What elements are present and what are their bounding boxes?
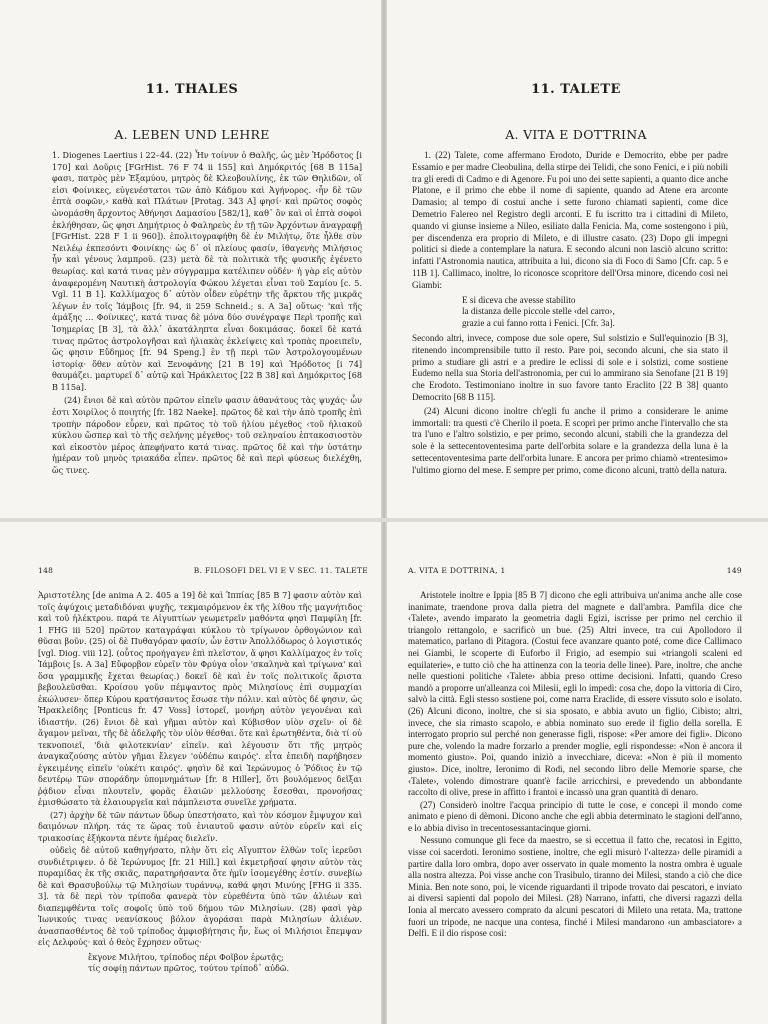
- text-block: [408, 590, 742, 941]
- right-bottom-content: [384, 0, 768, 1024]
- verse-line: la distanza delle piccole stelle ‹del carro›,: [462, 306, 615, 317]
- paragraph: (24) ἔνιοι δὲ καὶ αὐτὸν πρῶτον εἰπεῖν φασιν ἀθανάτους τὰς ψυχάς· ὧν ἐστι Χοιρίλος ὁ ποιητής [fr. 182 Naeke]. πρῶτος δὲ καὶ τὴν ἀπὸ τροπῆς ἐπὶ τροπὴν πάροδον εὗρεν, καὶ πρῶτος τὸ τοῦ ἡλίου μέγεθος ‹τοῦ ἡλιακοῦ κύκλου ὥσπερ καὶ τὸ τῆς σελήνης μέγεθος› τοῦ σεληναίου ἑπτακοσιοστὸν καὶ εἰκοστὸν μέρος ἀπεφήνατο κατά τινας. πρῶτος δὲ καὶ τὴν ὑστάτην ἡμέραν τοῦ μηνὸς τριακάδα εἶπεν. πρῶτος δὲ καὶ περὶ φύσεως διελέχθη, ὥς τινες.: [52, 395, 362, 476]
- paragraph: οὐδεὶς δὲ αὐτοῦ καθηγήσατο, πλὴν ὅτι εἰς Αἴγυπτον ἐλθὼν τοῖς ἱερεῦσι συνδιέτριψεν. ὁ δὲ Ἱερώνυμος [fr. 21 Hill.] καὶ ἐκμετρῆσαί φησιν αὐτὸν τὰς πυραμίδας ἐκ τῆς σκιᾶς, παρατηρήσαντα ὅτε ἡμῖν ἰσομεγέθης ἐστίν. συνεβίω δὲ καὶ Θρασυβούλῳ τῷ Μιλησίων τυράννῳ, καθά φησι Μινύης [FHG ii 335. 3]. τὰ δὲ περὶ τὸν τρίποδα φανερὰ τὸν εὑρεθέντα ὑπὸ τῶν ἁλιέων καὶ διαπεμφθέντα τοῖς σοφοῖς ὑπὸ τοῦ δήμου τῶν Μιλησίων. (28) φασὶ γὰρ Ἰωνικούς τινας νεανίσκους βόλον ἀγοράσαι παρὰ Μιλησίων ἁλιέων. ἀνασπασθέντος δὲ τοῦ τρίποδος ἀμφισβήτησις ἦν, ἕως οἱ Μιλήσιοι ἔπεμψαν εἰς Δελφούς· καὶ ὁ θεὸς ἔχρησεν οὕτως·: [38, 845, 362, 947]
- chapter-title: 11. TALETE: [531, 82, 621, 97]
- page-number: 148: [38, 566, 54, 575]
- paragraph: (27) Considerò inoltre l'acqua principio di tutte le cose, e concepì il mondo come animato e pieno di dèmoni. Dicono anche che egli abbia determinato le stagioni dell'anno, e lo abbia diviso in trecentosessantacinque giorni.: [408, 799, 742, 833]
- verse-quote: [88, 952, 362, 975]
- verse-line: E si diceva che avesse stabilito: [462, 294, 576, 305]
- paragraph: (24) Alcuni dicono inoltre ch'egli fu anche il primo a considerare le anime immortali: tra questi c'è Cherilo il poeta. E scoprì per primo anche l'intervallo che sta tra l'uno e l'altro solstizio, e per primo, secondo alcuni, stabilì che la grandezza del sole è la settecentoventesima parte dell'orbita solare e la grandezza della luna è la settecentoventesima parte dell'orbita lunare. E ancora per primo chiamò «trentesimo» l'ultimo giorno del mese. E sempre per primo, come dicono alcuni, trattò della natura.: [412, 405, 728, 475]
- chapter-title: 11. THALES: [145, 82, 239, 97]
- running-title: A. VITA E DOTTRINA, 1: [408, 566, 506, 575]
- running-title: B. FILOSOFI DEL VI E V SEC. 11. TALETE: [193, 566, 368, 575]
- verse-line: ἔκγονε Μιλήτου, τρίποδος πέρι Φοῖβον ἐρωτᾷς;: [88, 951, 284, 962]
- paragraph: Nessuno comunque gli fece da maestro, se si eccettua il fatto che, recatosi in Egitto, visse coi sacerdoti. Ieronimo sostiene, inoltre, che egli misurò l'‹altezza› delle piramidi a partire dalla loro ombra, dopo aver osservato in quale momento la nostra ombra è uguale alla nostra altezza. Poi visse anche con Trasibulo, tiranno dei Milesi, stando a ciò che dice Minia. Ben note sono, poi, le vicende riguardanti il tripode trovato dai pescatori, e inviato ai diversi sapienti dal popolo dei Milesi. (28) Narrano, infatti, che diversi ragazzi della Ionia al mercato avessero comprato da alcuni pescatori di Mileto una retata. Ma, trattone fuori un tripode, ne nacque una contesa, finché i Milesi mandarono ‹un ambasciatore› a Delfi. E il dio rispose così:: [408, 835, 742, 939]
- verse-line: τίς σοφίῃ πάντων πρῶτος, τούτου τρίποδ᾽ αὐδῶ.: [88, 963, 290, 973]
- running-header: [408, 566, 742, 575]
- paragraph: 1. (22) Talete, come affermano Erodoto, Duride e Democrito, ebbe per padre Essamio e per madre Cleobulina, della stirpe dei Telidi, che sono Fenici, e i più nobili tra gli eredi di Cadmo e di Agenore. Fu poi uno dei sette sapienti, a quanto dice anche Platone, e il primo che ebbe il nome di sapiente, quando ad Atene era arconte Damasio; al tempo di costui anche i sette furono chiamati sapienti, come dice Demetrio Falereo nel Registro degli arconti. E fu iscritto tra i cittadini di Mileto, quando vi giunse insieme a Nileo, esiliato dalla Fenicia. Ma, come sostengono i più, per discendenza era proprio di Mileto, e di illustre casato. (23) Dopo gli impegni politici si diede a contemplare la natura. E secondo alcuni non lasciò alcuno scritto: infatti l'Astronomia nautica, attribuita a lui, dicono sia di Foco di Samo [Cfr. cap. 5 e 11B 1]. Callimaco, inoltre, lo riconosce scopritore dell'Orsa minore, dicendo così nei Giambi:: [412, 150, 728, 290]
- paragraph: (27) ἀρχὴν δὲ τῶν πάντων ὕδωρ ὑπεστήσατο, καὶ τὸν κόσμον ἔμψυχον καὶ δαιμόνων πλήρη. τάς τε ὥρας τοῦ ἐνιαυτοῦ φασιν αὐτὸν εὑρεῖν καὶ εἰς τριακοσίας ἑξήκοντα πέντε ἡμέρας διελεῖν.: [38, 809, 362, 843]
- paragraph: Aristotele inoltre e Ippia [85 B 7] dicono che egli attribuiva un'anima anche alle cose inanimate, traendone prova dalla pietra del magnete e dall'ambra. Pamfila dice che ‹Talete›, avendo imparato la geometria dagli Egizi, iscrisse per primo nel cerchio il triangolo rettangolo, e sacrificò un bue. (25) Altri invece, tra cui Apollodoro il matematico, parlano di Pitagora. (Costui fece avanzare quanto poté, come dice Callimaco nei Giambi, le scoperte di Euforbo il Frigio, ad esempio sui «triangoli scaleni ed equilaterie», e tutto ciò che ha attinenza con la teoria delle linee). Pare, inoltre, che anche nelle questioni politiche ‹Talete› abbia preso ottime decisioni. Infatti, quando Creso mandò a proporre un'alleanza coi Milesii, egli lo impedì: cosa che, dopo la vittoria di Ciro, salvò la città. Egli stesso sostiene poi, come narra Eraclide, di essere vissuto solo e isolato. (26) Alcuni dicono, inoltre, che si sia sposato, e abbia avuto un figlio, Cibisto; altri, invece, che sia rimasto scapolo, e abbia nominato suo erede il figlio della sorella. E interrogato proprio sul perché non generasse figli, rispose: «Per amore dei figli». Dicono pure che, volendo la madre forzarlo a prender moglie, egli rispondesse: «Non è ancora il momento giusto». Poi, quando iniziò a invecchiare, diceva: «Non è più il momento giusto». Dice, inoltre, Ieronimo di Rodi, nel secondo libro delle Memorie sparse, che ‹Talete›, volendo dimostrare quant'è facile arricchirsi, e prevedendo un abbondante raccolto di olive, prese in affitto i frantoi e incassò una gran quantità di denaro.: [408, 590, 742, 798]
- page-number: 149: [726, 566, 742, 575]
- running-header: [38, 566, 368, 575]
- paragraph: 1. Diogenes Laertius i 22–44. (22) Ἦν τοίνυν ὁ Θαλῆς, ὡς μὲν Ἡρόδοτος [i 170] καὶ Δοῦρις [FGrHist. 76 F 74 ii 155] καὶ Δημόκριτός [68 B 115a] φασι, πατρὸς μὲν Ἐξαμύου, μητρὸς δὲ Κλεοβουλίνης, ἐκ τῶν Θηλιδῶν, οἵ εἰσι Φοίνικες, εὐγενέστατοι τῶν ἀπὸ Κάδμου καὶ Ἀγήνορος. ‹ἦν δὲ τῶν ἑπτὰ σοφῶν,› καθὰ καὶ Πλάτων [Protag. 343 A] φησί· καὶ πρῶτος σοφὸς ὠνομάσθη ἄρχοντος Ἀθήνησι Δαμασίου [582/1], καθ᾽ ὃν καὶ οἱ ἑπτὰ σοφοὶ ἐκλήθησαν, ὥς φησι Δημήτριος ὁ Φαληρεὺς ἐν τῇ τῶν Ἀρχόντων ἀναγραφῇ [FGrHist. 228 F 1 ii 960]). ἐπολιτογραφήθη δὲ ἐν Μιλήτῳ, ὅτε ἦλθε σὺν Νειλέῳ ἐκπεσόντι Φοινίκης· ὡς δ᾽ οἱ πλείους φασίν, ἰθαγενὴς Μιλήσιος ἦν καὶ γένους λαμπροῦ. (23) μετὰ δὲ τὰ πολιτικὰ τῆς φυσικῆς ἐγένετο θεωρίας. καὶ κατά τινας μὲν σύγγραμμα κατέλιπεν οὐδέν· ἡ γὰρ εἰς αὐτὸν ἀναφερομένη Ναυτικὴ ἀστρολογία Φώκου λέγεται εἶναι τοῦ Σαμίου [c. 5. Vgl. 11 B 1]. Καλλίμαχος δ᾽ αὐτὸν οἶδεν εὑρέτην τῆς ἄρκτου τῆς μικρᾶς λέγων ἐν τοῖς Ἰάμβοις [fr. 94, ii 259 Schneid.; s. A 3a] οὕτως· 'καὶ τῆς ἁμάξης … Φοίνικες', κατά τινας δὲ μόνα δύο συνέγραψε Περὶ τροπῆς καὶ Ἰσημερίας [B 3], τὰ ἄλλ᾽ ἀκατάληπτα εἶναι δοκιμάσας. δοκεῖ δὲ κατά τινας πρῶτος ἀστρολογῆσαι καὶ ἡλιακὰς ἐκλείψεις καὶ τροπὰς προειπεῖν, ὥς φησιν Εὔδημος [fr. 94 Speng.] ἐν τῇ περὶ τῶν Ἀστρολογουμένων ἱστορίᾳ· ὅθεν αὐτὸν καὶ Ξενοφάνης [21 B 19] καὶ Ἡρόδοτος [i 74] θαυμάζει. μαρτυρεῖ δ᾽ αὐτῷ καὶ Ἡράκλειτος [22 B 38] καὶ Δημόκριτος [68 B 115a].: [52, 150, 362, 392]
- verse-line: grazie a cui fanno rotta i Fenici. [Cfr. 3a].: [462, 318, 615, 329]
- paragraph: Ἀριστοτέλης [de anima A 2. 405 a 19] δὲ καὶ Ἱππίας [85 B 7] φασιν αὐτὸν καὶ τοῖς ἀψύχοις μεταδιδόναι ψυχῆς, τεκμαιρόμενον ἐκ τῆς λίθου τῆς μαγνήτιδος καὶ τοῦ ἠλέκτρου. παρά τε Αἰγυπτίων γεωμετρεῖν μαθόντα φησὶ Παμφίλη [fr. 1 FHG iii 520] πρῶτον καταγράψαι κύκλου τὸ τρίγωνον ὀρθογώνιον καὶ θῦσαι βοῦν. (25) οἱ δὲ Πυθαγόραν φασίν, ὧν ἐστιν Ἀπολλόδωρος ὁ λογιστικός [vgl. Diog. viii 12]. (οὗτος προήγαγεν ἐπὶ πλεῖστον, ἅ φησι Καλλίμαχος ἐν τοῖς Ἰάμβοις [s. A 3a] Εὔφορβον εὑρεῖν τὸν Φρύγα οἷον 'σκαληνὰ καὶ τρίγωνα' καὶ ὅσα γραμμικῆς ἔχεται θεωρίας.) δοκεῖ δὲ καὶ ἐν τοῖς πολιτικοῖς ἄριστα βεβουλεῦσθαι. Κροίσου γοῦν πέμψαντος πρὸς Μιλησίους ἐπὶ συμμαχίαι ἐκώλυσεν· ὅπερ Κύρου κρατήσαντος ἔσωσε τὴν πόλιν. καὶ αὐτὸς δέ φησιν, ὡς Ἡρακλείδης [Ponticus fr. 47 Voss] ἱστορεῖ, μονήρη αὐτὸν γεγονέναι καὶ ἰδιαστήν. (26) ἔνιοι δὲ καὶ γῆμαι αὐτὸν καὶ Κύβισθον υἱὸν σχεῖν· οἱ δὲ ἄγαμον μεῖναι, τῆς δὲ ἀδελφῆς τὸν υἱὸν θέσθαι. ὅτε καὶ ἐρωτηθέντα, διὰ τί οὐ τεκνοποιεῖ, 'διὰ φιλοτεκνίαν' εἰπεῖν. καὶ λέγουσιν ὅτι τῆς μητρὸς ἀναγκαζούσης αὐτὸν γῆμαι ἔλεγεν 'οὐδέπω καιρός'. εἶτα ἐπειδὴ παρήβησεν ἐγκειμένης εἰπεῖν 'οὐκέτι καιρός'. φησὶν δὲ καὶ Ἱερώνυμος ὁ Ῥόδιος ἐν τῷ δευτέρῳ Τῶν σποράδην ὑπομνημάτων [fr. 8 Hiller], ὅτι βουλόμενος δεῖξαι ῥᾴδιον εἶναι πλουτεῖν, φορᾶς ἐλαιῶν μελλούσης ἔσεσθαι, προνοήσας ἐμισθώσατο τὰ ἐλαιουργεῖα καὶ πάμπλειστα συνεῖλε χρήματα.: [38, 590, 362, 807]
- section-title: A. LEBEN UND LEHRE: [114, 127, 270, 142]
- text-block: [38, 590, 362, 978]
- section-title: A. VITA E DOTTRINA: [505, 127, 647, 142]
- paragraph: Secondo altri, invece, compose due sole opere, Sul solstizio e Sull'equinozio [B 3], ritenendo incomprensibile tutto il resto. Pare poi, secondo alcuni, che sia stato il primo a studiare gli astri e a predire le eclissi di sole e i solstizi, come sostiene Eudemo nella sua Storia dell'astronomia, per cui lo ammirano sia Senofane [21 B 19] che Erodoto. Testimoniano inoltre in suo favore tanto Eraclito [22 B 38] quanto Democrito [68 B 115].: [412, 332, 728, 402]
